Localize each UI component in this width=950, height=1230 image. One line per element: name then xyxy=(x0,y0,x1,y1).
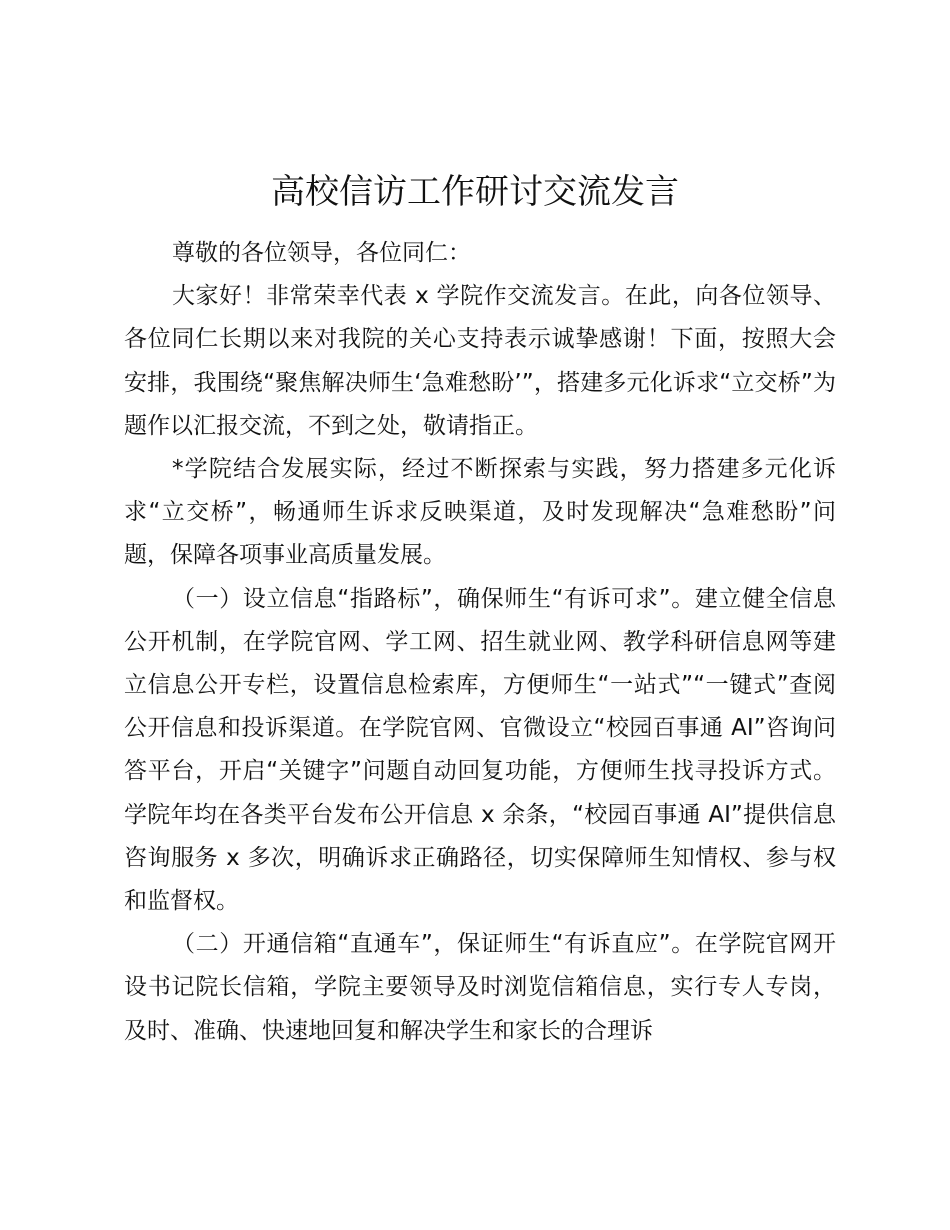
paragraph-overview: *学院结合发展实际，经过不断探索与实践，努力搭建多元化诉求“立交桥”，畅通师生诉求反映渠道，及时发现解决“急难愁盼”问题，保障各项事业高质量发展。 xyxy=(124,456,836,569)
paragraph-section-one: （一）设立信息“指路标”，确保师生“有诉可求”。建立健全信息公开机制，在学院官网、学工网、招生就业网、教学科研信息网等建立信息公开专栏，设置信息检索库，方便师生“一站式”“一键式”查阅公开信息和投诉渠道。在学院官网、官微设立“校园百事通 AI”咨询问答平台，开启“关键字”问题自动回复功能，方便师生找寻投诉方式。学院年均在各类平台发布公开信息 x 余条，“校园百事通 AI”提供信息咨询服务 x 多次，明确诉求正确路径，切实保障师生知情权、参与权和监督权。 xyxy=(124,585,836,915)
paragraph-intro: 大家好！非常荣幸代表 x 学院作交流发言。在此，向各位领导、各位同仁长期以来对我院的关心支持表示诚挚感谢！下面，按照大会安排，我围绕“聚焦解决师生‘急难愁盼’”，搭建多元化诉求“立交桥”为题作以汇报交流，不到之处，敬请指正。 xyxy=(124,283,836,439)
paragraph-section-two: （二）开通信箱“直通车”，保证师生“有诉直应”。在学院官网开设书记院长信箱，学院主要领导及时浏览信箱信息，实行专人专岗，及时、准确、快速地回复和解决学生和家长的合理诉 xyxy=(124,931,836,1044)
greeting-paragraph: 尊敬的各位领导，各位同仁： xyxy=(172,240,471,266)
document-body xyxy=(124,232,836,1053)
document-title: 高校信访工作研讨交流发言 xyxy=(271,172,679,212)
